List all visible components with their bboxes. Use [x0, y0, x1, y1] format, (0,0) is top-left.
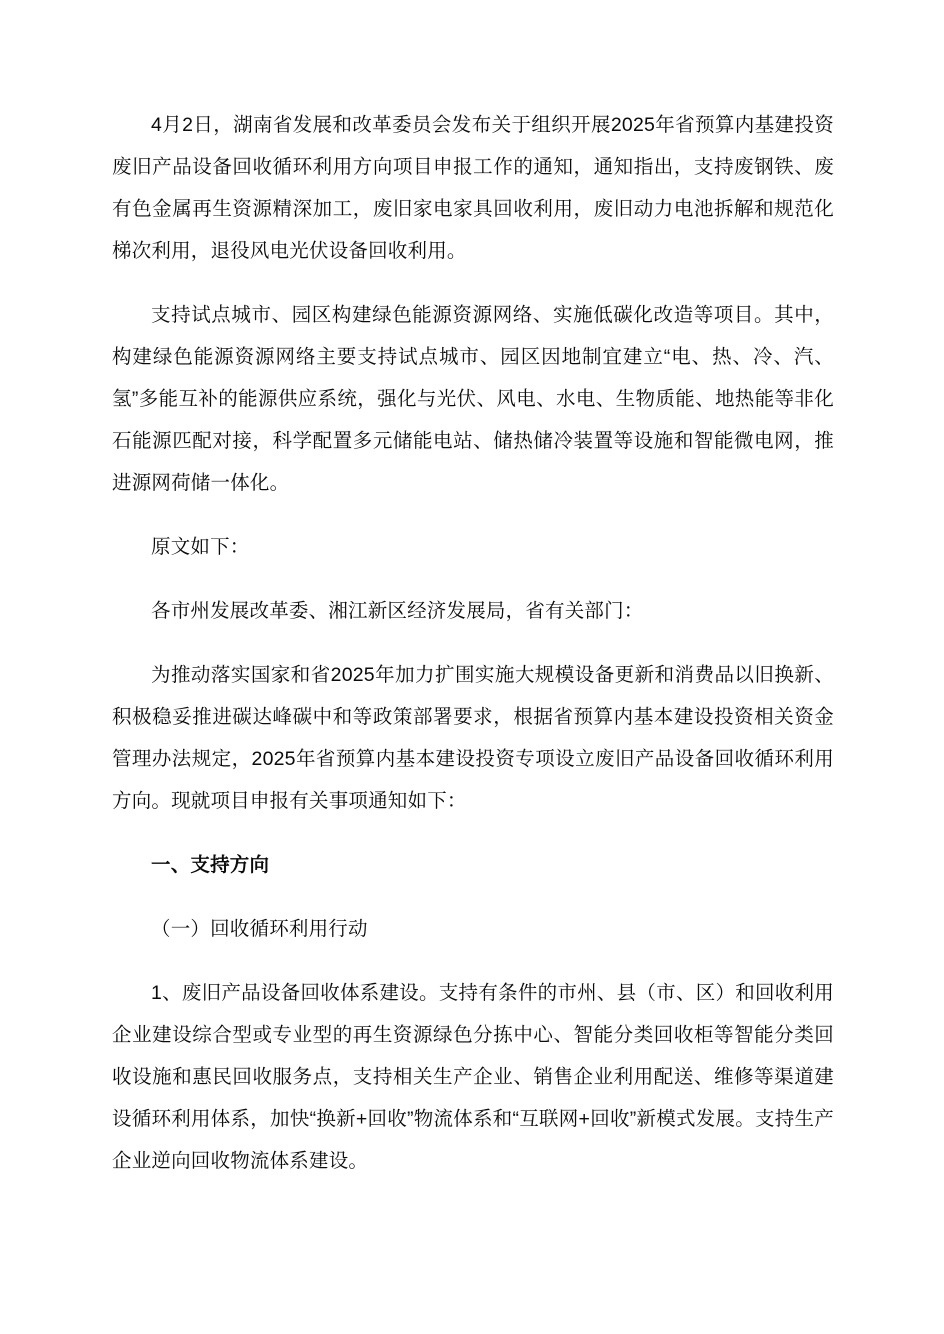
original-text-label: 原文如下：	[151, 536, 250, 558]
subsection-heading-recycling-action: （一）回收循环利用行动	[151, 918, 368, 940]
preamble-paragraph: 为推动落实国家和省2025年加力扩围实施大规模设备更新和消费品以旧换新、积极稳妥推进碳达峰碳中和等政策部署要求，根据省预算内基本建设投资相关资金管理办法规定，2025年省预算内基本建设投资专项设立废旧产品设备回收循环利用方向。现就项目申报有关事项通知如下：	[112, 664, 834, 812]
summary-paragraph-1: 4月2日，湖南省发展和改革委员会发布关于组织开展2025年省预算内基建投资废旧产品设备回收循环利用方向项目申报工作的通知，通知指出，支持废钢铁、废有色金属再生资源精深加工，废旧家电家具回收利用，废旧动力电池拆解和规范化梯次利用，退役风电光伏设备回收利用。	[112, 114, 834, 262]
summary-paragraph-2: 支持试点城市、园区构建绿色能源资源网络、实施低碳化改造等项目。其中，构建绿色能源资源网络主要支持试点城市、园区因地制宜建立“电、热、冷、汽、氢”多能互补的能源供应系统，强化与光伏、风电、水电、生物质能、地热能等非化石能源匹配对接，科学配置多元储能电站、储热储冷装置等设施和智能微电网，推进源网荷储一体化。	[112, 304, 834, 494]
item-1-recycling-system-paragraph: 1、废旧产品设备回收体系建设。支持有条件的市州、县（市、区）和回收利用企业建设综合型或专业型的再生资源绿色分拣中心、智能分类回收柜等智能分类回收设施和惠民回收服务点，支持相关生产企业、销售企业利用配送、维修等渠道建设循环利用体系，加快“换新+回收”物流体系和“互联网+回收”新模式发展。支持生产企业逆向回收物流体系建设。	[112, 982, 834, 1172]
document-text-body	[112, 104, 834, 1182]
recipient-line: 各市州发展改革委、湘江新区经济发展局，省有关部门：	[151, 600, 644, 622]
section-heading-support-directions: 一、支持方向	[151, 854, 270, 876]
